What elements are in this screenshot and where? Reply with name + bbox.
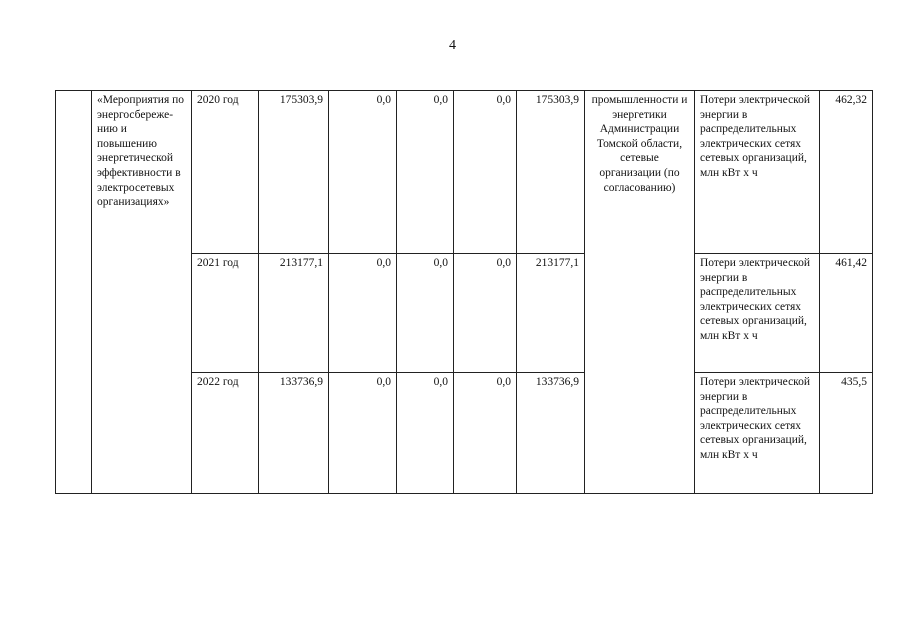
other-sources-cell: 213177,1	[517, 254, 585, 373]
responsible-cell: промышленности и энергетики Администрации Томской области, сетевые организации (по согласованию)	[585, 91, 695, 494]
federal-budget-cell: 0,0	[329, 373, 397, 494]
regional-budget-cell: 0,0	[397, 254, 454, 373]
regional-budget-cell: 0,0	[397, 373, 454, 494]
indicator-cell: Потери электрической энергии в распределительных электрических сетях сетевых организаций, млн кВт х ч	[695, 373, 820, 494]
program-table	[55, 90, 873, 494]
regional-budget-cell: 0,0	[397, 91, 454, 254]
local-budget-cell: 0,0	[454, 373, 517, 494]
year-cell: 2022 год	[192, 373, 259, 494]
row-number-cell	[56, 91, 92, 494]
event-name-cell: «Мероприятия по энергосбереже-нию и повышению энергетической эффективности в электросетевых организациях»	[92, 91, 192, 494]
indicator-value-cell: 462,32	[820, 91, 873, 254]
page-number: 4	[449, 38, 456, 53]
federal-budget-cell: 0,0	[329, 254, 397, 373]
other-sources-cell: 175303,9	[517, 91, 585, 254]
total-cell: 213177,1	[259, 254, 329, 373]
local-budget-cell: 0,0	[454, 91, 517, 254]
local-budget-cell: 0,0	[454, 254, 517, 373]
indicator-cell: Потери электрической энергии в распределительных электрических сетях сетевых организаций, млн кВт х ч	[695, 91, 820, 254]
year-cell: 2020 год	[192, 91, 259, 254]
indicator-value-cell: 461,42	[820, 254, 873, 373]
year-cell: 2021 год	[192, 254, 259, 373]
total-cell: 133736,9	[259, 373, 329, 494]
federal-budget-cell: 0,0	[329, 91, 397, 254]
total-cell: 175303,9	[259, 91, 329, 254]
indicator-cell: Потери электрической энергии в распределительных электрических сетях сетевых организаций, млн кВт х ч	[695, 254, 820, 373]
table-row	[56, 91, 873, 254]
other-sources-cell: 133736,9	[517, 373, 585, 494]
indicator-value-cell: 435,5	[820, 373, 873, 494]
